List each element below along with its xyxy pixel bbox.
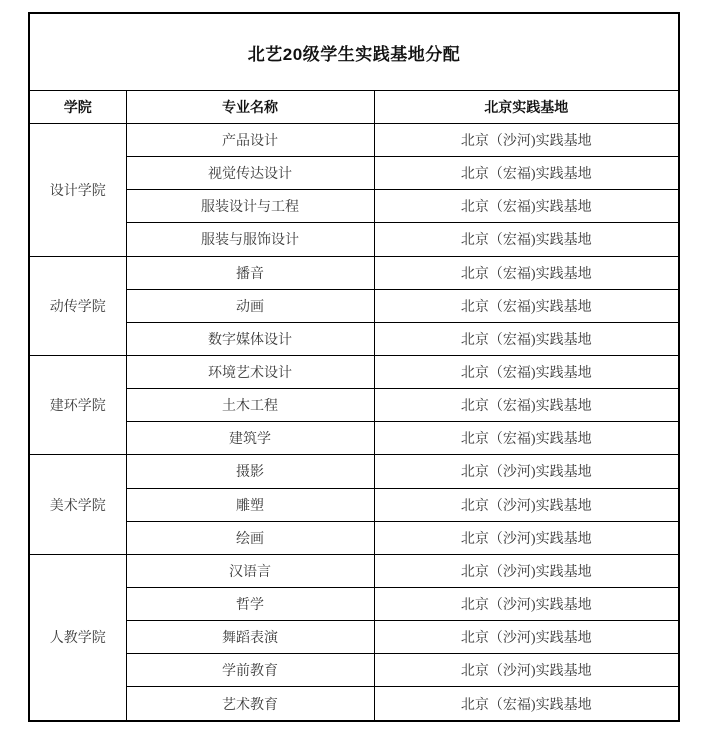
table-row: [29, 654, 679, 687]
major-cell: 土木工程: [126, 389, 374, 422]
base-cell: 北京（宏福)实践基地: [374, 322, 679, 355]
table-row: [29, 223, 679, 256]
table-row: [29, 521, 679, 554]
major-cell: 环境艺术设计: [126, 355, 374, 388]
major-cell: 播音: [126, 256, 374, 289]
allocation-table: [28, 12, 680, 722]
table-row: [29, 621, 679, 654]
table-row: [29, 256, 679, 289]
table-title: 北艺20级学生实践基地分配: [29, 13, 679, 91]
base-cell: 北京（沙河)实践基地: [374, 587, 679, 620]
base-cell: 北京（宏福)实践基地: [374, 687, 679, 721]
college-cell: 人教学院: [29, 554, 126, 721]
major-cell: 哲学: [126, 587, 374, 620]
base-cell: 北京（沙河)实践基地: [374, 521, 679, 554]
base-cell: 北京（宏福)实践基地: [374, 157, 679, 190]
base-cell: 北京（宏福)实践基地: [374, 223, 679, 256]
table-row: [29, 422, 679, 455]
major-cell: 服装与服饰设计: [126, 223, 374, 256]
table-row: [29, 455, 679, 488]
major-cell: 服装设计与工程: [126, 190, 374, 223]
major-cell: 舞蹈表演: [126, 621, 374, 654]
major-cell: 数字媒体设计: [126, 322, 374, 355]
table-row: [29, 488, 679, 521]
major-cell: 汉语言: [126, 554, 374, 587]
base-cell: 北京（宏福)实践基地: [374, 355, 679, 388]
table-row: [29, 355, 679, 388]
col-header-base: 北京实践基地: [374, 91, 679, 124]
table-row: [29, 389, 679, 422]
table-row: [29, 322, 679, 355]
major-cell: 动画: [126, 289, 374, 322]
col-header-college: 学院: [29, 91, 126, 124]
major-cell: 摄影: [126, 455, 374, 488]
major-cell: 雕塑: [126, 488, 374, 521]
table-row: [29, 587, 679, 620]
college-cell: 建环学院: [29, 355, 126, 454]
base-cell: 北京（宏福)实践基地: [374, 256, 679, 289]
college-cell: 动传学院: [29, 256, 126, 355]
base-cell: 北京（沙河)实践基地: [374, 654, 679, 687]
major-cell: 艺术教育: [126, 687, 374, 721]
major-cell: 视觉传达设计: [126, 157, 374, 190]
title-row: [29, 13, 679, 91]
table-row: [29, 190, 679, 223]
base-cell: 北京（沙河)实践基地: [374, 124, 679, 157]
major-cell: 产品设计: [126, 124, 374, 157]
major-cell: 绘画: [126, 521, 374, 554]
table-row: [29, 289, 679, 322]
base-cell: 北京（沙河)实践基地: [374, 621, 679, 654]
college-cell: 设计学院: [29, 124, 126, 257]
base-cell: 北京（宏福)实践基地: [374, 289, 679, 322]
table-row: [29, 554, 679, 587]
base-cell: 北京（沙河)实践基地: [374, 488, 679, 521]
table-row: [29, 687, 679, 721]
table-row: [29, 124, 679, 157]
major-cell: 建筑学: [126, 422, 374, 455]
base-cell: 北京（宏福)实践基地: [374, 422, 679, 455]
header-row: [29, 91, 679, 124]
major-cell: 学前教育: [126, 654, 374, 687]
college-cell: 美术学院: [29, 455, 126, 554]
base-cell: 北京（沙河)实践基地: [374, 554, 679, 587]
col-header-major: 专业名称: [126, 91, 374, 124]
base-cell: 北京（宏福)实践基地: [374, 190, 679, 223]
table-row: [29, 157, 679, 190]
base-cell: 北京（沙河)实践基地: [374, 455, 679, 488]
base-cell: 北京（宏福)实践基地: [374, 389, 679, 422]
